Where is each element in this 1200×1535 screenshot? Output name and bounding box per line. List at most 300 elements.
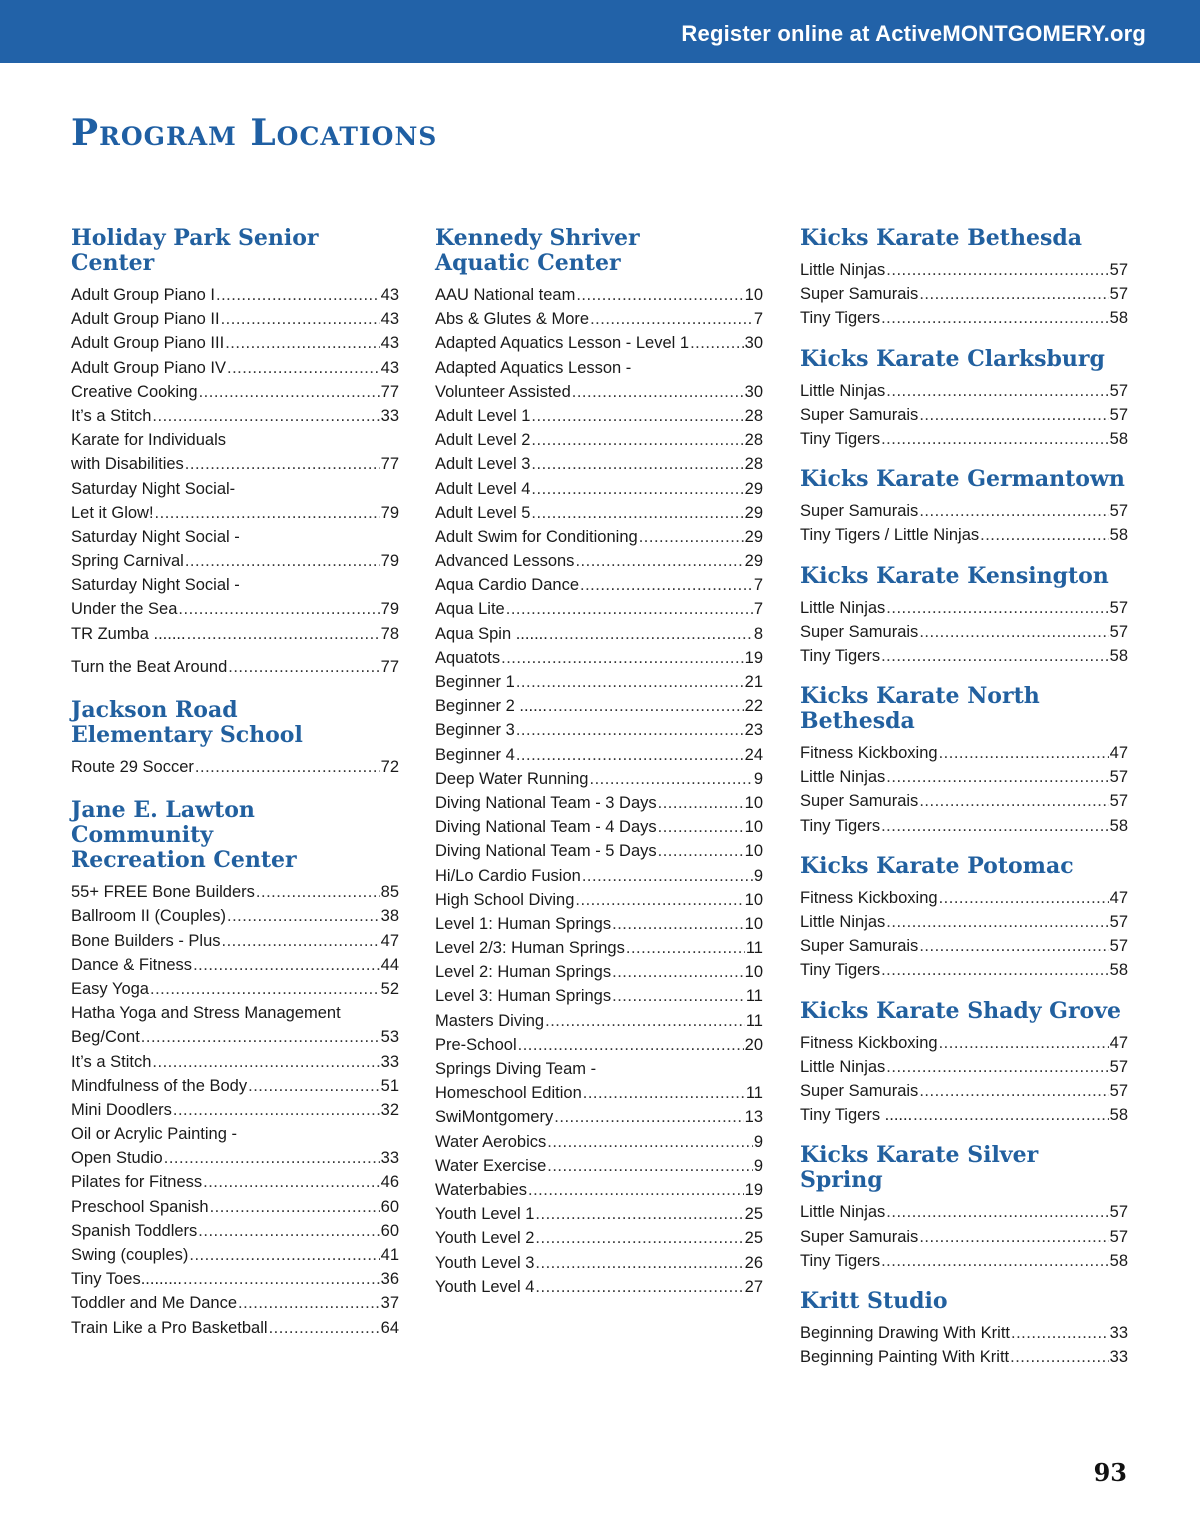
dot-leader xyxy=(575,888,743,912)
program-entry xyxy=(435,1081,763,1105)
program-name: Water Aerobics xyxy=(435,1132,547,1151)
program-page-number: 57 xyxy=(1109,598,1128,617)
dot-leader xyxy=(939,1031,1109,1055)
program-entry xyxy=(71,655,399,679)
dot-leader xyxy=(216,283,380,307)
program-page-number: 11 xyxy=(745,1084,763,1103)
program-page-number: 10 xyxy=(744,963,763,982)
program-name: Tiny Toes......... xyxy=(71,1270,182,1289)
dot-leader xyxy=(549,622,753,646)
program-entry xyxy=(800,886,1128,910)
program-name: Youth Level 2 xyxy=(435,1229,535,1248)
dot-leader xyxy=(516,670,744,694)
program-page-number: 10 xyxy=(744,890,763,909)
program-name: Beg/Cont xyxy=(71,1028,140,1047)
program-name: Little Ninjas xyxy=(800,381,886,400)
program-entry xyxy=(800,499,1128,523)
program-page-number: 57 xyxy=(1109,913,1128,931)
header-banner xyxy=(0,0,1200,63)
program-name: Level 2: Human Springs xyxy=(435,963,612,982)
program-name: Little Ninjas xyxy=(800,913,886,931)
program-name: Ballroom II (Couples) xyxy=(71,907,226,926)
program-name: Tiny Tigers xyxy=(800,646,881,665)
location-heading-line: Holiday Park Senior Center xyxy=(71,225,319,276)
program-name-line: Karate for Individuals xyxy=(71,431,227,450)
program-entry xyxy=(71,1195,399,1219)
program-page-number: 43 xyxy=(380,334,399,353)
column-1 xyxy=(71,226,399,1340)
program-entry xyxy=(800,403,1128,427)
dot-leader xyxy=(535,1226,743,1250)
program-page-number: 9 xyxy=(753,866,763,885)
location-heading xyxy=(800,347,1128,372)
program-entry xyxy=(435,404,763,428)
program-page-number: 8 xyxy=(753,624,763,643)
page-number: 93 xyxy=(1093,1458,1127,1487)
dot-leader xyxy=(881,427,1109,451)
program-name: Adult Level 4 xyxy=(435,479,531,498)
program-entry xyxy=(800,379,1128,403)
dot-leader xyxy=(939,741,1109,765)
program-name: Level 1: Human Springs xyxy=(435,914,612,933)
dot-leader xyxy=(187,622,380,646)
dot-leader xyxy=(531,452,743,476)
program-name-line: Saturday Night Social - xyxy=(71,576,240,595)
location-heading-line: Kicks Karate Germantown xyxy=(800,466,1125,493)
program-page-number: 47 xyxy=(1109,744,1128,763)
program-entry xyxy=(800,789,1128,813)
program-name: Tiny Tigers ...... xyxy=(800,1106,913,1125)
program-page-number: 9 xyxy=(753,1156,763,1175)
program-name: Homeschool Edition xyxy=(435,1084,582,1103)
program-entry xyxy=(71,622,399,646)
dot-leader xyxy=(919,1079,1108,1103)
program-page-number: 10 xyxy=(744,793,763,812)
program-name: Aquatots xyxy=(435,648,501,667)
program-entry xyxy=(800,282,1128,306)
program-entry xyxy=(71,331,399,355)
program-list xyxy=(71,283,399,679)
dot-leader xyxy=(185,549,380,573)
dot-leader xyxy=(939,886,1109,910)
dot-leader xyxy=(919,934,1108,958)
program-page-number: 29 xyxy=(744,527,763,546)
program-entry xyxy=(435,573,763,597)
location-section xyxy=(800,999,1128,1128)
program-page-number: 23 xyxy=(744,721,763,740)
program-name: Little Ninjas xyxy=(800,261,886,279)
program-name: Youth Level 4 xyxy=(435,1277,535,1296)
program-page-number: 57 xyxy=(1109,261,1128,279)
program-name: Super Samurais xyxy=(800,1081,919,1100)
program-entry xyxy=(800,958,1128,982)
dot-leader xyxy=(919,1225,1108,1249)
program-entry xyxy=(800,306,1128,330)
program-page-number: 25 xyxy=(744,1229,763,1248)
program-entry xyxy=(800,1200,1128,1224)
dot-leader xyxy=(228,655,379,679)
program-name-line: Saturday Night Social- xyxy=(71,479,236,498)
program-entry xyxy=(435,670,763,694)
program-list xyxy=(800,258,1128,331)
program-name: Pilates for Fitness xyxy=(71,1173,203,1192)
program-page-number: 57 xyxy=(1109,381,1128,400)
program-page-number: 36 xyxy=(380,1270,399,1289)
program-entry xyxy=(71,1291,399,1315)
program-name: Waterbabies xyxy=(435,1180,528,1199)
dot-leader xyxy=(248,1074,380,1098)
program-entry xyxy=(435,791,763,815)
program-name: Aqua Cardio Dance xyxy=(435,576,580,595)
program-page-number: 9 xyxy=(753,769,763,788)
dot-leader xyxy=(658,815,744,839)
program-entry xyxy=(435,331,763,355)
location-heading xyxy=(800,684,1128,734)
program-page-number: 44 xyxy=(380,955,399,974)
program-page-number: 85 xyxy=(380,883,399,902)
program-name: Adult Swim for Conditioning xyxy=(435,527,638,546)
program-entry xyxy=(800,1345,1128,1369)
dot-leader xyxy=(225,331,379,355)
program-page-number: 58 xyxy=(1109,526,1128,545)
program-page-number: 47 xyxy=(380,931,399,950)
program-page-number: 77 xyxy=(380,455,399,474)
program-name: Beginner 4 xyxy=(435,745,515,764)
location-heading-line: Kicks Karate Clarksburg xyxy=(800,345,1105,372)
program-page-number: 30 xyxy=(744,382,763,401)
dot-leader xyxy=(269,1316,380,1340)
dot-leader xyxy=(531,428,743,452)
program-entry xyxy=(71,283,399,307)
location-section xyxy=(800,1289,1128,1369)
program-page-number: 77 xyxy=(380,657,399,676)
program-entry xyxy=(71,904,399,928)
dot-leader xyxy=(1011,1321,1109,1345)
program-name: Tiny Tigers xyxy=(800,816,881,835)
program-entry xyxy=(71,880,399,904)
dot-leader xyxy=(919,403,1108,427)
location-heading-line: Recreation Center xyxy=(71,847,297,874)
page-title: Program Locations xyxy=(71,112,438,154)
program-entry xyxy=(71,597,399,621)
program-entry xyxy=(71,307,399,331)
dot-leader xyxy=(919,499,1108,523)
program-name: Bone Builders - Plus xyxy=(71,931,221,950)
dot-leader xyxy=(238,1291,380,1315)
program-name: Adult Group Piano II xyxy=(71,310,220,329)
register-link[interactable]: Register online at ActiveMONTGOMERY.org xyxy=(681,21,1146,46)
dot-leader xyxy=(528,1178,744,1202)
dot-leader xyxy=(554,1105,743,1129)
program-name: Pre-School xyxy=(435,1035,517,1054)
program-page-number: 7 xyxy=(753,600,763,619)
dot-leader xyxy=(612,912,744,936)
program-page-number: 72 xyxy=(380,758,399,776)
program-name: Super Samurais xyxy=(800,285,919,304)
program-entry xyxy=(800,1103,1128,1127)
program-name: Diving National Team - 3 Days xyxy=(435,793,657,812)
dot-leader xyxy=(221,307,380,331)
program-page-number: 33 xyxy=(380,1149,399,1168)
program-page-number: 79 xyxy=(380,552,399,571)
program-name: Creative Cooking xyxy=(71,382,198,401)
program-entry xyxy=(71,929,399,953)
program-name: High School Diving xyxy=(435,890,575,909)
program-name: Super Samurais xyxy=(800,405,919,424)
dot-leader xyxy=(535,1275,743,1299)
program-name: Adapted Aquatics Lesson - Level 1 xyxy=(435,334,690,353)
program-entry xyxy=(71,1146,399,1170)
program-name: Little Ninjas xyxy=(800,1057,886,1076)
location-heading-line: Elementary School xyxy=(71,722,303,748)
program-page-number: 13 xyxy=(744,1108,763,1127)
program-name: Fitness Kickboxing xyxy=(800,888,938,907)
dot-leader xyxy=(919,282,1108,306)
dot-leader xyxy=(547,1154,753,1178)
program-name: Super Samurais xyxy=(800,502,919,521)
program-page-number: 58 xyxy=(1109,1251,1128,1270)
program-list xyxy=(800,379,1128,452)
dot-leader xyxy=(575,549,743,573)
program-entry xyxy=(71,1316,399,1340)
program-page-number: 19 xyxy=(744,1180,763,1199)
program-page-number: 28 xyxy=(744,431,763,450)
program-page-number: 47 xyxy=(1109,1033,1128,1052)
program-page-number: 79 xyxy=(380,600,399,619)
program-name: Dance & Fitness xyxy=(71,955,193,974)
location-heading-line: Aquatic Center xyxy=(435,250,621,276)
location-heading-line: Kicks Karate Shady Grove xyxy=(800,997,1121,1024)
program-name: Let it Glow! xyxy=(71,503,154,522)
program-entry xyxy=(435,622,763,646)
location-heading-line: Jackson Road xyxy=(71,697,238,723)
program-entry xyxy=(435,477,763,501)
program-page-number: 58 xyxy=(1109,816,1128,835)
program-entry xyxy=(435,743,763,767)
program-page-number: 33 xyxy=(1109,1348,1128,1367)
program-name: Beginning Painting With Kritt xyxy=(800,1348,1010,1367)
program-entry xyxy=(435,839,763,863)
program-page-number: 58 xyxy=(1109,309,1128,328)
dot-leader xyxy=(516,743,744,767)
program-entry xyxy=(800,1225,1128,1249)
program-entry xyxy=(435,646,763,670)
dot-leader xyxy=(203,1170,380,1194)
program-entry xyxy=(435,912,763,936)
program-name: Fitness Kickboxing xyxy=(800,744,938,763)
program-entry xyxy=(435,960,763,984)
program-name: Diving National Team - 5 Days xyxy=(435,842,657,861)
program-page-number: 10 xyxy=(744,286,763,304)
location-heading xyxy=(435,226,763,276)
program-page-number: 57 xyxy=(1109,622,1128,641)
location-heading-line: Kicks Karate Kensington xyxy=(800,562,1109,589)
location-section xyxy=(800,684,1128,838)
program-list xyxy=(435,283,763,1299)
program-page-number: 11 xyxy=(745,987,763,1006)
dot-leader xyxy=(150,977,380,1001)
dot-leader xyxy=(548,694,744,718)
program-entry xyxy=(435,1251,763,1275)
program-page-number: 57 xyxy=(1109,502,1128,521)
dot-leader xyxy=(980,523,1109,547)
program-name: Super Samurais xyxy=(800,792,919,811)
program-page-number: 20 xyxy=(744,1035,763,1054)
dot-leader xyxy=(881,814,1109,838)
program-entry xyxy=(435,1275,763,1299)
program-entry xyxy=(800,1079,1128,1103)
program-entry xyxy=(435,1202,763,1226)
dot-leader xyxy=(881,958,1109,982)
program-entry xyxy=(800,1249,1128,1273)
dot-leader xyxy=(198,1219,379,1243)
dot-leader xyxy=(658,791,744,815)
dot-leader xyxy=(518,1033,744,1057)
program-name: It’s a Stitch xyxy=(71,1052,152,1071)
location-section xyxy=(71,226,399,679)
dot-leader xyxy=(210,1195,380,1219)
program-name: Adult Level 1 xyxy=(435,406,531,425)
program-name: Diving National Team - 4 Days xyxy=(435,818,657,837)
program-name: Deep Water Running xyxy=(435,769,589,788)
program-name: Super Samurais xyxy=(800,1227,919,1246)
program-entry xyxy=(71,501,399,525)
dot-leader xyxy=(886,765,1108,789)
program-name: Spring Carnival xyxy=(71,552,184,571)
dot-leader xyxy=(545,1009,745,1033)
column-3 xyxy=(800,226,1128,1369)
program-name: Level 2/3: Human Springs xyxy=(435,939,625,958)
dot-leader xyxy=(531,501,743,525)
location-heading-line: Kicks Karate North xyxy=(800,683,1040,710)
program-page-number: 57 xyxy=(1109,792,1128,811)
location-heading xyxy=(71,698,399,748)
program-entry xyxy=(435,1154,763,1178)
program-entry xyxy=(71,404,399,428)
program-page-number: 28 xyxy=(744,455,763,474)
dot-leader xyxy=(227,904,380,928)
dot-leader xyxy=(256,880,380,904)
program-page-number: 10 xyxy=(744,842,763,861)
dot-leader xyxy=(535,1202,743,1226)
program-name: Hi/Lo Cardio Fusion xyxy=(435,866,581,885)
program-page-number: 7 xyxy=(753,310,763,329)
dot-leader xyxy=(516,718,744,742)
program-entry xyxy=(435,1226,763,1250)
program-name: Preschool Spanish xyxy=(71,1197,209,1216)
dot-leader xyxy=(583,1081,745,1105)
location-section xyxy=(800,1143,1128,1273)
program-page-number: 26 xyxy=(744,1253,763,1272)
program-page-number: 11 xyxy=(745,939,763,958)
dot-leader xyxy=(535,1251,743,1275)
program-name: TR Zumba ....... xyxy=(71,624,186,643)
program-entry xyxy=(71,755,399,779)
program-page-number: 57 xyxy=(1109,1057,1128,1076)
program-page-number: 43 xyxy=(380,310,399,329)
program-page-number: 78 xyxy=(380,624,399,643)
dot-leader xyxy=(881,1249,1109,1273)
location-heading-line: Kritt Studio xyxy=(800,1287,948,1314)
program-page-number: 29 xyxy=(744,552,763,571)
program-page-number: 60 xyxy=(380,1197,399,1216)
program-entry xyxy=(71,380,399,404)
program-entry xyxy=(435,525,763,549)
location-heading xyxy=(71,798,399,873)
program-page-number: 46 xyxy=(380,1173,399,1192)
dot-leader xyxy=(576,283,743,307)
program-page-number: 57 xyxy=(1109,1203,1128,1222)
program-page-number: 33 xyxy=(380,406,399,425)
program-name: Open Studio xyxy=(71,1149,163,1168)
program-page-number: 32 xyxy=(380,1100,399,1119)
program-entry xyxy=(800,741,1128,765)
program-name: Beginner 2 ...... xyxy=(435,697,547,716)
program-name: Tiny Tigers xyxy=(800,309,881,328)
program-entry xyxy=(435,283,763,307)
program-name: Swing (couples) xyxy=(71,1246,189,1264)
program-page-number: 37 xyxy=(380,1294,399,1313)
program-name: Adult Group Piano III xyxy=(71,334,225,353)
program-entry xyxy=(71,977,399,1001)
program-entry xyxy=(800,596,1128,620)
program-entry xyxy=(435,767,763,791)
program-entry xyxy=(435,718,763,742)
program-entry xyxy=(800,910,1128,934)
dot-leader xyxy=(572,380,744,404)
location-heading xyxy=(800,854,1128,879)
program-name: Advanced Lessons xyxy=(435,552,575,571)
program-entry xyxy=(800,523,1128,547)
location-heading xyxy=(800,999,1128,1024)
program-page-number: 24 xyxy=(744,745,763,764)
dot-leader xyxy=(152,404,379,428)
program-name: Youth Level 3 xyxy=(435,1253,535,1272)
program-entry xyxy=(71,1050,399,1074)
program-page-number: 60 xyxy=(380,1221,399,1240)
program-page-number: 58 xyxy=(1109,646,1128,665)
program-name: Spanish Toddlers xyxy=(71,1221,198,1240)
dot-leader xyxy=(183,1267,380,1291)
location-heading xyxy=(800,467,1128,492)
program-name: Adult Level 5 xyxy=(435,503,531,522)
dot-leader xyxy=(531,477,743,501)
dot-leader xyxy=(881,644,1109,668)
program-page-number: 38 xyxy=(380,907,399,926)
program-page-number: 57 xyxy=(1109,285,1128,304)
program-name: Beginning Drawing With Kritt xyxy=(800,1323,1011,1342)
program-name: Masters Diving xyxy=(435,1011,545,1030)
location-section xyxy=(800,226,1128,331)
location-heading-line: Kennedy Shriver xyxy=(435,225,640,251)
program-name: Adult Group Piano IV xyxy=(71,358,227,377)
program-page-number: 11 xyxy=(745,1011,763,1030)
program-name: Tiny Tigers xyxy=(800,429,881,448)
program-page-number: 58 xyxy=(1109,961,1128,980)
program-page-number: 29 xyxy=(744,503,763,522)
program-page-number: 47 xyxy=(1109,888,1128,907)
program-page-number: 25 xyxy=(744,1205,763,1224)
dot-leader xyxy=(580,573,753,597)
program-entry xyxy=(435,1009,763,1033)
program-name: Easy Yoga xyxy=(71,979,149,998)
dot-leader xyxy=(886,258,1108,282)
program-page-number: 52 xyxy=(380,979,399,998)
program-entry xyxy=(71,549,399,573)
program-page-number: 58 xyxy=(1109,429,1128,448)
program-entry xyxy=(435,984,763,1008)
program-name: Tiny Tigers xyxy=(800,1251,881,1270)
